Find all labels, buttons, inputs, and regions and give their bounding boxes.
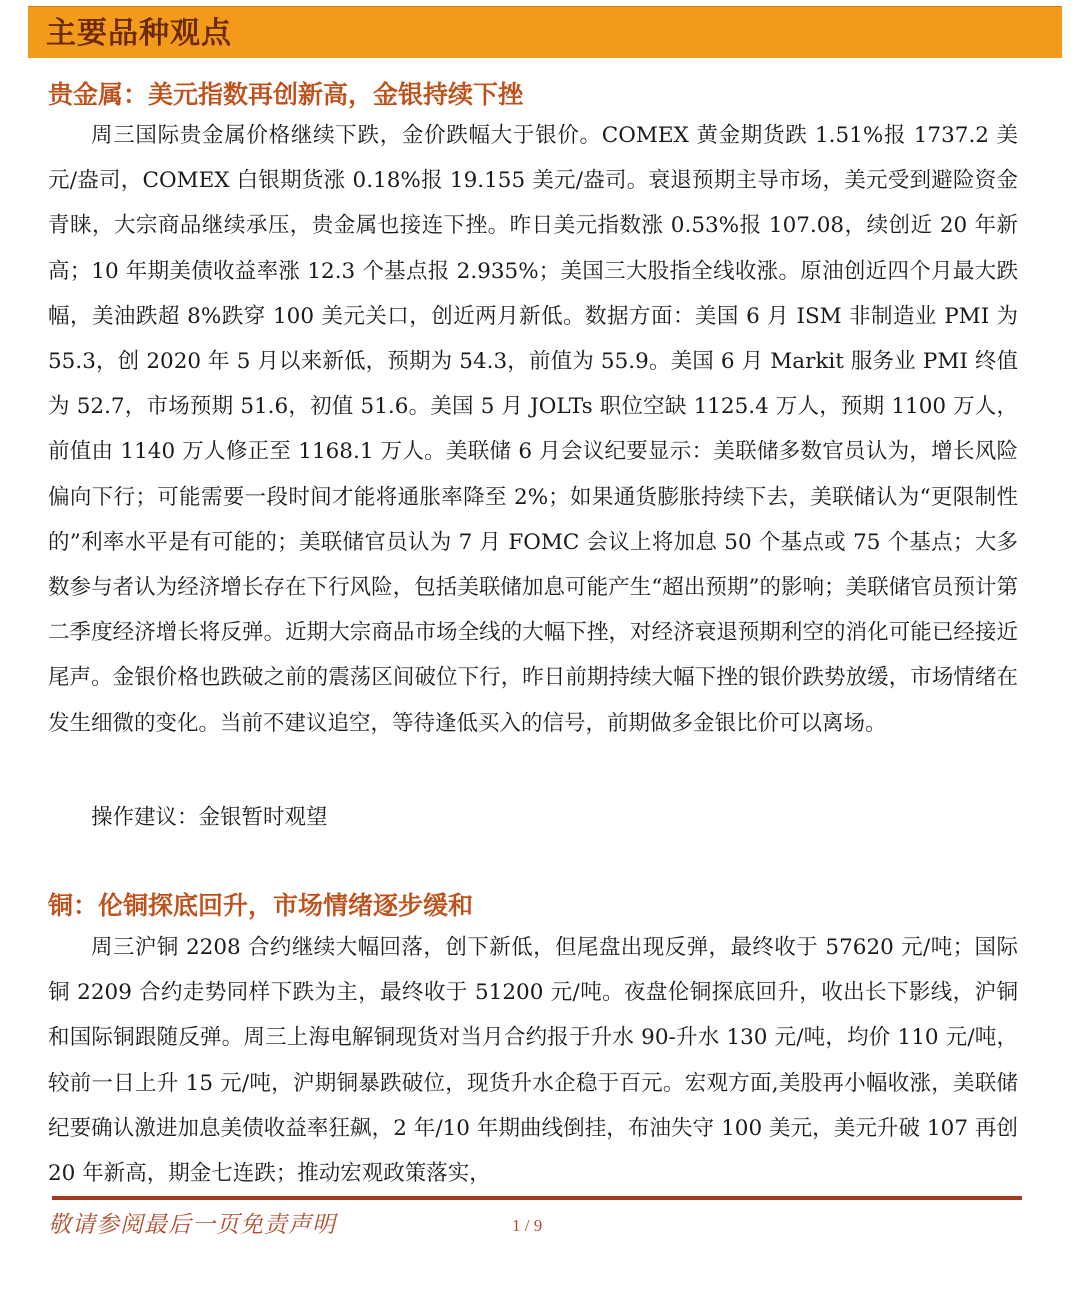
copper-paragraph: 周三沪铜 2208 合约继续大幅回落，创下新低，但尾盘出现反弹，最终收于 57620 元/吨；国际铜 2209 合约走势同样下跌为主，最终收于 51200 元/吨。夜盘伦铜探底回升，收出长下影线，沪铜和国际铜跟随反弹。周三上海电解铜现货对当月合约报于升水 90-升水 130 元/吨，均价 110 元/吨，较前一日上升 15 元/吨，沪期铜暴跌破位，现货升水企稳于百元。宏观方面,美股再小幅收涨，美联储纪要确认激进加息美债收益率狂飙，2 年/10 年期曲线倒挂，布油失守 100 美元，美元升破 107 再创 20 年新高，期金七连跌；推动宏观政策落实， bbox=[48, 935, 1018, 1187]
precious-metals-heading: 贵金属：美元指数再创新高，金银持续下挫 bbox=[48, 80, 524, 109]
precious-metals-paragraph: 周三国际贵金属价格继续下跌，金价跌幅大于银价。COMEX 黄金期货跌 1.51%报 1737.2 美元/盎司，COMEX 白银期货涨 0.18%报 19.155 美元/盎司。衰退预期主导市场，美元受到避险资金青睐，大宗商品继续承压，贵金属也接连下挫。昨日美元指数涨 0.53%报 107.08，续创近 20 年新高；10 年期美债收益率涨 12.3 个基点报 2.935%；美国三大股指全线收涨。原油创近四个月最大跌幅，美油跌超 8%跌穿 100 美元关口，创近两月新低。数据方面：美国 6 月 ISM 非制造业 PMI 为 55.3，创 2020 年 5 月以来新低，预期为 54.3，前值为 55.9。美国 6 月 Markit 服务业 PMI 终值为 52.7，市场预期 51.6，初值 51.6。美国 5 月 JOLTs 职位空缺 1125.4 万人，预期 1100 万人，前值由 1140 万人修正至 1168.1 万人。美联储 6 月会议纪要显示：美联储多数官员认为，增长风险偏向下行；可能需要一段时间才能将通胀率降至 2%；如果通货膨胀持续下去，美联储认为“更限制性的”利率水平是有可能的；美联储官员认为 7 月 FOMC 会议上将加息 50 个基点或 75 个基点；大多数参与者认为经济增长存在下行风险，包括美联储加息可能产生“超出预期”的影响；美联储官员预计第二季度经济增长将反弹。近期大宗商品市场全线的大幅下挫，对经济衰退预期利空的消化可能已经接近尾声。金银价格也跌破之前的震荡区间破位下行，昨日前期持续大幅下挫的银价跌势放缓，市场情绪在发生细微的变化。当前不建议追空，等待逢低买入的信号，前期做多金银比价可以离场。 bbox=[48, 123, 1018, 736]
page-number: 1 / 9 bbox=[512, 1216, 543, 1235]
copper-heading: 铜：伦铜探底回升，市场情绪逐步缓和 bbox=[48, 891, 474, 920]
footer-divider bbox=[52, 1196, 1022, 1200]
precious-metals-advice: 操作建议：金银暂时观望 bbox=[91, 805, 328, 830]
banner-title: 主要品种观点 bbox=[46, 16, 232, 51]
section-banner bbox=[28, 6, 1062, 58]
footer-disclaimer: 敬请参阅最后一页免责声明 bbox=[48, 1212, 336, 1238]
